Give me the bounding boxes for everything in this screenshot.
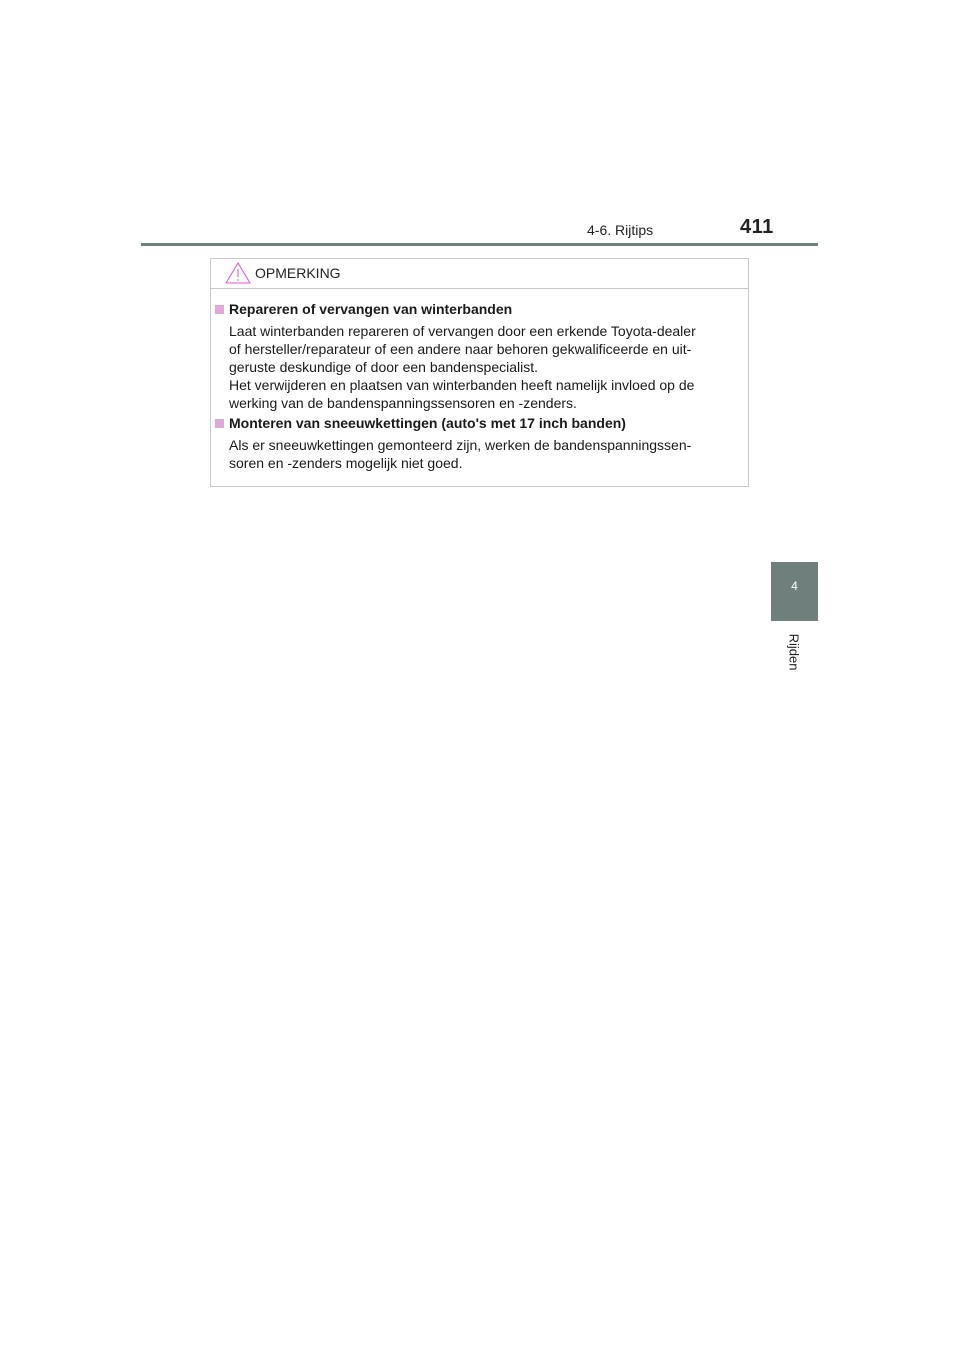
chapter-label: Rijden bbox=[786, 633, 802, 671]
item-heading bbox=[215, 415, 626, 431]
item-body bbox=[229, 436, 741, 472]
body-line: of hersteller/reparateur of een andere naar behoren gekwalificeerde en uit- bbox=[229, 341, 692, 357]
item-body bbox=[229, 322, 741, 412]
body-line: soren en -zenders mogelijk niet goed. bbox=[229, 455, 463, 471]
chapter-number: 4 bbox=[791, 579, 798, 593]
item-heading bbox=[215, 301, 512, 317]
notice-title: OPMERKING bbox=[255, 265, 341, 281]
warning-triangle-icon bbox=[225, 262, 251, 284]
item-heading-text: Repareren of vervangen van winterbanden bbox=[229, 301, 513, 317]
notice-header bbox=[211, 259, 748, 289]
body-line: Als er sneeuwkettingen gemonteerd zijn, werken de bandenspanningssen- bbox=[229, 437, 692, 453]
item-heading-text: Monteren van sneeuwkettingen (auto's met 17 inch banden) bbox=[229, 415, 626, 431]
body-line: werking van de bandenspanningssensoren en -zenders. bbox=[229, 395, 577, 411]
notice-box bbox=[210, 258, 749, 487]
chapter-tab bbox=[771, 562, 818, 621]
bullet-square-icon bbox=[215, 305, 224, 314]
section-title: 4-6. Rijtips bbox=[587, 222, 654, 238]
body-line: Het verwijderen en plaatsen van winterbanden heeft namelijk invloed op de bbox=[229, 377, 695, 393]
body-line: Laat winterbanden repareren of vervangen door een erkende Toyota-dealer bbox=[229, 323, 696, 339]
page-number: 411 bbox=[740, 216, 774, 238]
header-divider bbox=[141, 243, 818, 246]
bullet-square-icon bbox=[215, 419, 224, 428]
body-line: geruste deskundige of door een bandenspecialist. bbox=[229, 359, 538, 375]
